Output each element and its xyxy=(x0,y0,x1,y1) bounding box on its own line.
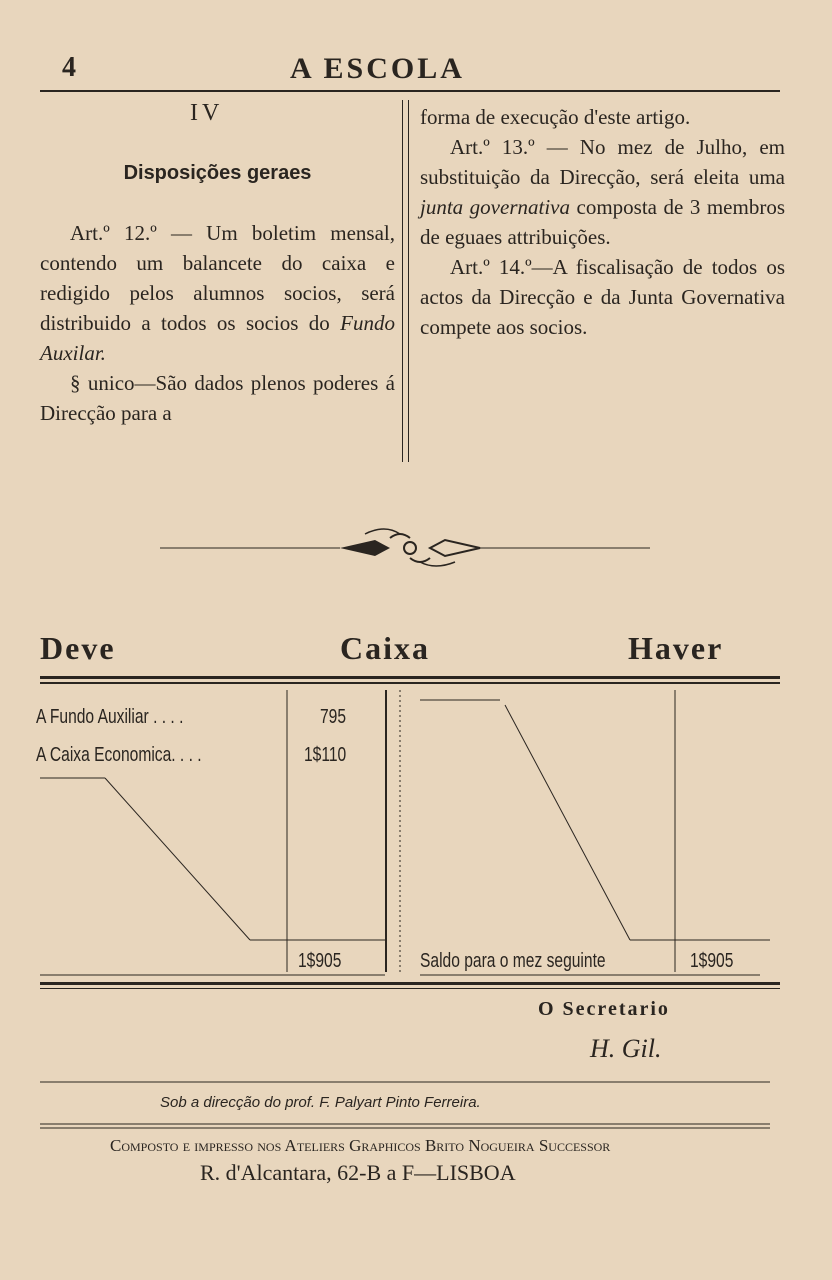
debit-total: 1$905 xyxy=(298,950,342,972)
journal-title: A ESCOLA xyxy=(290,52,465,85)
credit-label: Saldo para o mez seguinte xyxy=(420,950,606,972)
page-number: 4 xyxy=(62,52,76,83)
article-continuation: forma de execução d'este artigo. xyxy=(420,105,691,129)
article-13-end: composta de 3 membros de eguaes attribuições. xyxy=(420,195,785,249)
credit-total: 1$905 xyxy=(690,950,734,972)
signature-title: O Secretario xyxy=(538,998,670,1020)
article-12-italic: Fundo Auxilar. xyxy=(40,311,395,365)
section-number: IV xyxy=(190,100,224,126)
debit-row-label: A Fundo Auxiliar . . . . xyxy=(36,706,184,728)
debit-row-value: 795 xyxy=(320,706,347,728)
article-13-italic: junta governativa xyxy=(420,195,570,219)
paragraph-unico: § unico—São dados plenos poderes á Direcção para a xyxy=(40,371,395,425)
article-12-text: Art.º 12.º — Um boletim mensal, contendo um balancete do caixa e redigido pelos alumnos socios, será distribuido a todos os socios do xyxy=(40,221,395,335)
section-heading: Disposições geraes xyxy=(123,162,312,184)
article-14: Art.º 14.º—A fiscalisação de todos os actos da Direcção e da Junta Governativa compete aos socios. xyxy=(420,255,785,339)
imprint-line-2: R. d'Alcantara, 62-B a F—LISBOA xyxy=(200,1160,516,1185)
direction-credit: Sob a direcção do prof. F. Palyart Pinto Ferreira. xyxy=(160,1094,481,1111)
imprint-line-1: Composto e impresso nos Ateliers Graphicos Brito Nogueira Successor xyxy=(110,1136,611,1155)
article-13-start: Art.º 13.º — No mez de Julho, em substituição da Direcção, será eleita uma xyxy=(420,135,785,189)
debit-row-value: 1$110 xyxy=(304,744,347,766)
signature-name: H. Gil. xyxy=(590,1034,662,1063)
ledger-heading-caixa: Caixa xyxy=(340,630,430,666)
debit-row-label: A Caixa Economica. . . . xyxy=(36,744,202,766)
ledger-heading-haver: Haver xyxy=(628,630,724,666)
ledger-heading-deve: Deve xyxy=(40,630,116,666)
